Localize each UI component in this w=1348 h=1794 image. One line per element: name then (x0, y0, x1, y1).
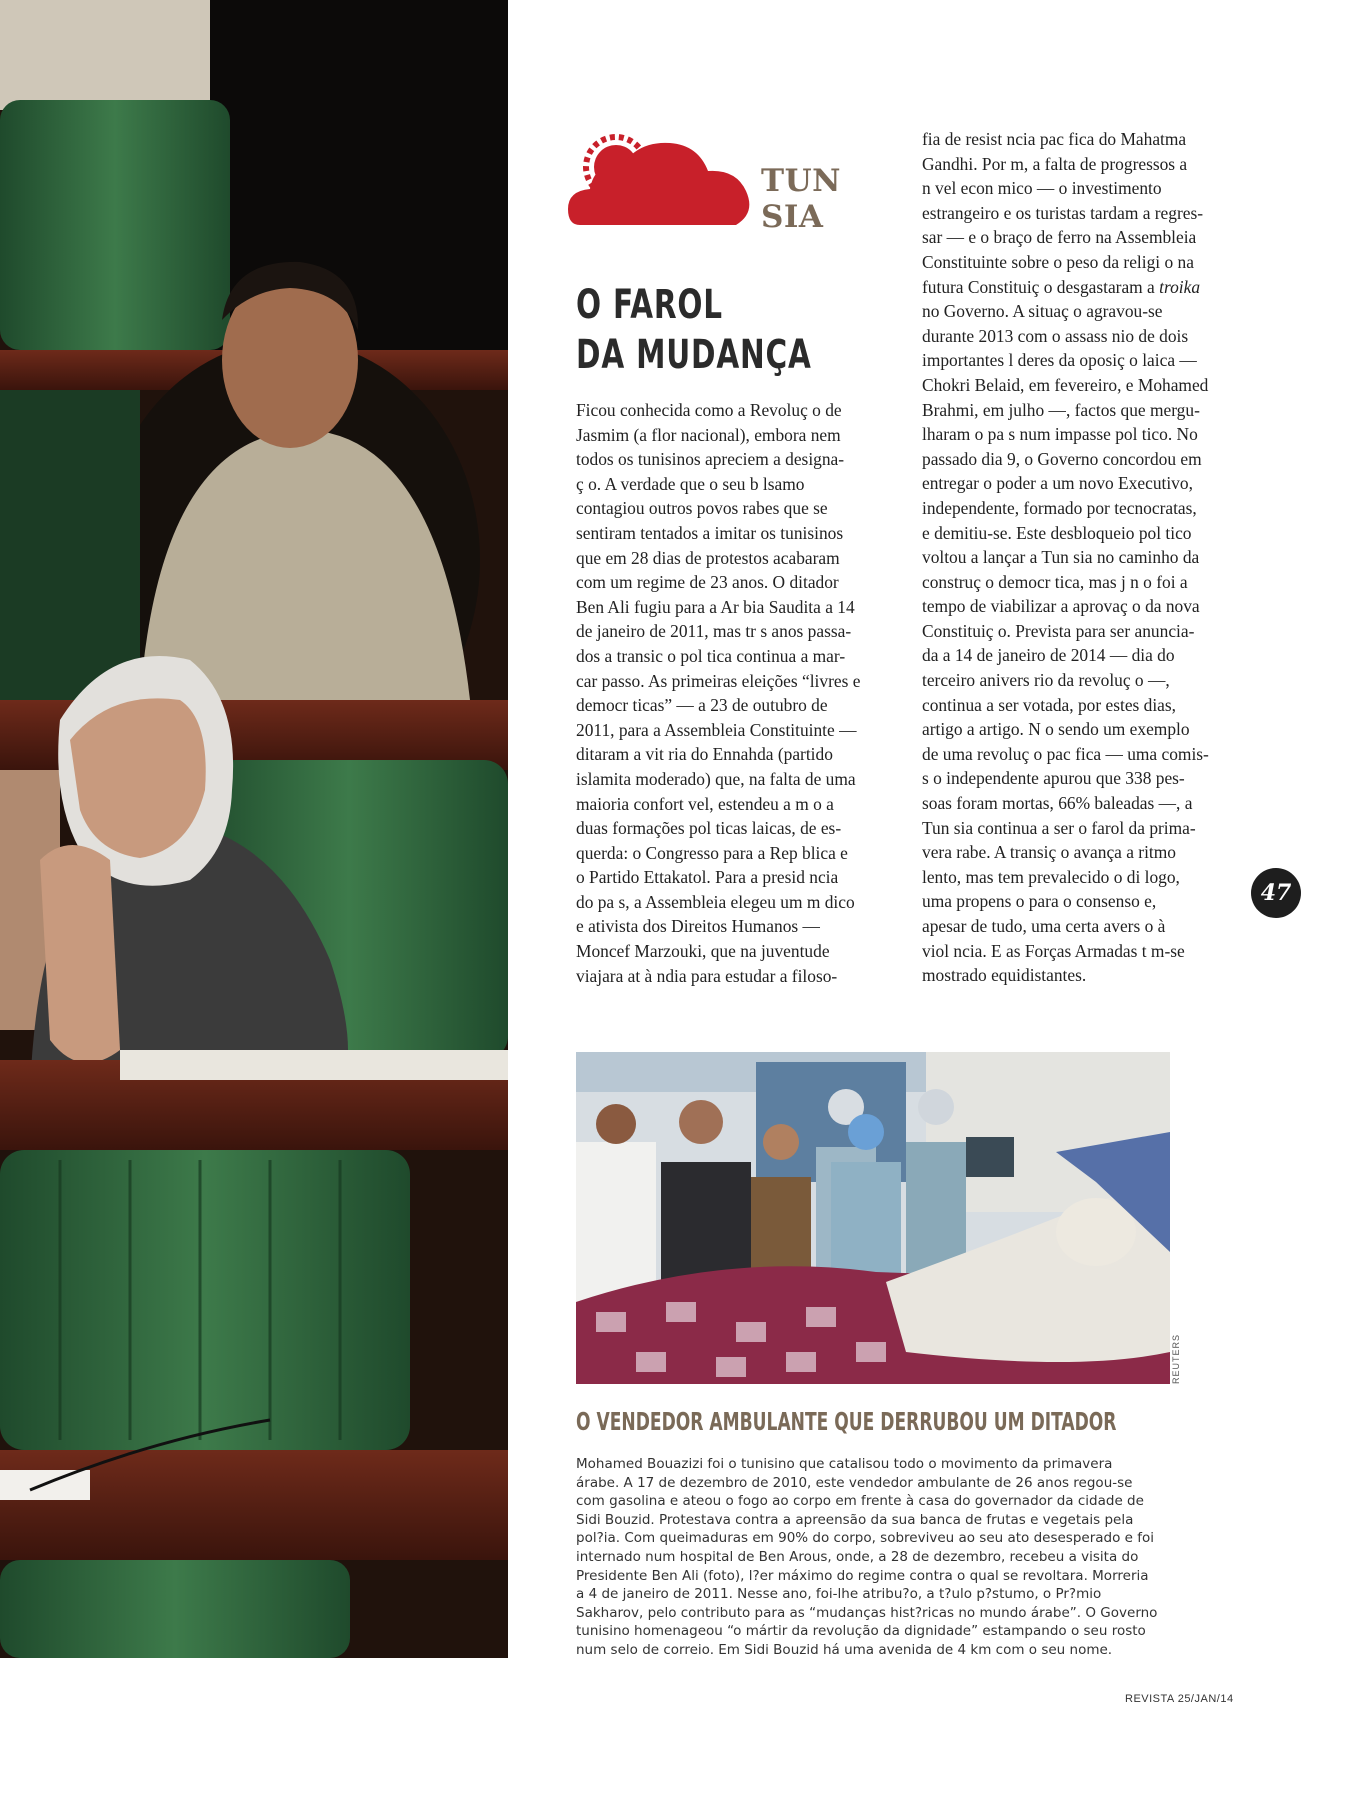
text-line: futura Constituiç o desgastaram a troika (922, 276, 1201, 297)
text-line: maioria confort vel, estendeu a m o a (576, 793, 834, 814)
text-line: voltou a lançar a Tun sia no caminho da (922, 547, 1200, 568)
text-line: Brahmi, em julho —, factos que mergu- (922, 399, 1200, 420)
text-line: s o independente apurou que 338 pes- (922, 768, 1185, 789)
text-line: de uma revoluç o pac fica — uma comis- (922, 743, 1209, 764)
text-line: da a 14 de janeiro de 2014 — dia do (922, 645, 1175, 666)
text-line: lharam o pa s num impasse pol tico. No (922, 424, 1198, 445)
text-line: construç o democr tica, mas j n o foi a (922, 571, 1188, 592)
text-line: independente, formado por tecnocratas, (922, 497, 1197, 518)
headline-line: O FAROL (576, 282, 723, 328)
text-line: árabe. A 17 de dezembro de 2010, este vendedor ambulante de 26 anos regou-se (576, 1474, 1133, 1491)
headline-line: DA MUDANÇA (576, 332, 812, 378)
text-line: viol ncia. E as Forças Armadas t m-se (922, 940, 1185, 961)
text-line: terceiro anivers rio da revoluç o —, (922, 670, 1170, 691)
text-line: Gandhi. Por m, a falta de progressos a (922, 153, 1188, 174)
text-line: e ativista dos Direitos Humanos — (576, 916, 820, 937)
text-line: o Partido Ettakatol. Para a presid ncia (576, 867, 839, 888)
cloud-sun-icon (568, 133, 758, 233)
text-line: com gasolina e ateou o fogo ao corpo em frente à casa do governador da cidade de (576, 1493, 1144, 1510)
text-line: Constituinte sobre o peso da religi o na (922, 251, 1194, 272)
text-line: apesar de tudo, uma certa avers o à (922, 916, 1166, 936)
text-line: artigo a artigo. N o sendo um exemplo (922, 719, 1190, 740)
text-line: no Governo. A situaç o agravou-se (922, 301, 1163, 322)
text-line: Presidente Ben Ali (foto), l?er máximo do regime contra o qual se revoltara. Morreria (576, 1567, 1149, 1584)
text-line: e demitiu-se. Este desbloqueio pol tico (922, 522, 1192, 543)
text-line: soas foram mortas, 66% baleadas —, a (922, 793, 1193, 814)
text-line: Sakharov, pelo contributo para as “mudanças hist?ricas no mundo árabe”. O Governo (576, 1604, 1158, 1621)
country-label: TUN SIA (761, 163, 841, 235)
text-line: car passo. As primeiras eleições “livres e (576, 670, 861, 691)
page-number-badge: 47 (1251, 868, 1301, 918)
text-line: ditaram a vit ria do Ennahda (partido (576, 744, 833, 765)
text-line: lento, mas tem prevalecido o di logo, (922, 866, 1180, 887)
text-line: internado num hospital de Ben Arous, onde, a 28 de dezembro, recebeu a visita do (576, 1548, 1139, 1565)
text-line: Tun sia continua a ser o farol da prima- (922, 817, 1196, 838)
article-column-1 (576, 398, 896, 988)
text-line: num selo de correio. Em Sidi Bouzid há uma avenida de 4 km com o seu nome. (576, 1641, 1113, 1658)
photo-credit: REUTERS (1171, 1333, 1181, 1384)
text-line: querda: o Congresso para a Rep blica e (576, 842, 848, 863)
text-line: de janeiro de 2011, mas tr s anos passa- (576, 621, 852, 642)
text-line: durante 2013 com o assass nio de dois (922, 325, 1189, 346)
box-text (576, 1455, 1176, 1660)
text-line: n vel econ mico — o investimento (922, 178, 1162, 199)
text-line: que em 28 dias de protestos acabaram (576, 547, 840, 568)
text-line: tunisino homenageou “o mártir da revolução da dignidade” estampando o seu rosto (576, 1623, 1146, 1640)
text-line: viajara at à ndia para estudar a filoso- (576, 965, 838, 986)
text-line: Jasmim (a flor nacional), embora nem (576, 424, 841, 445)
italic-word: troika (1159, 276, 1201, 297)
text-line: sar — e o braço de ferro na Assembleia (922, 227, 1197, 248)
text-line: mostrado equidistantes. (922, 965, 1087, 986)
text-line: pol?ia. Com queimaduras em 90% do corpo, sobreviveu ao seu ato desesperado e foi (576, 1530, 1155, 1547)
text-line: Ficou conhecida como a Revoluç o de (576, 400, 842, 420)
text-line: Moncef Marzouki, que na juventude (576, 941, 830, 962)
text-line: Constituiç o. Prevista para ser anuncia- (922, 620, 1195, 641)
text-line: vera rabe. A transiç o avança a ritmo (922, 842, 1176, 863)
text-line: Sidi Bouzid. Protestava contra a apreensão da sua banca de frutas e vegetais pela (576, 1511, 1134, 1528)
text-line: Ben Ali fugiu para a Ar bia Saudita a 14 (576, 596, 855, 617)
text-line: estrangeiro e os turistas tardam a regres- (922, 202, 1204, 223)
hospital-visit-photo (576, 1052, 1170, 1384)
text-line: fia de resist ncia pac fica do Mahatma (922, 129, 1187, 149)
box-title: O VENDEDOR AMBULANTE QUE DERRUBOU UM DITADOR (576, 1407, 1117, 1436)
text-line: importantes l deres da oposiç o laica — (922, 350, 1197, 371)
text-line: a 4 de janeiro de 2011. Nesse ano, foi-lhe atribu?o, a t?ulo p?stumo, o Pr?mio (576, 1586, 1102, 1603)
text-line: entregar o poder a um novo Executivo, (922, 473, 1193, 494)
text-line: continua a ser votada, por estes dias, (922, 694, 1177, 715)
text-line: duas formações pol ticas laicas, de es- (576, 818, 842, 839)
text-line: passado dia 9, o Governo concordou em (922, 448, 1202, 469)
text-line: uma propens o para o consenso e, (922, 891, 1157, 912)
text-line: com um regime de 23 anos. O ditador (576, 572, 839, 593)
text-line: ç o. A verdade que o seu b lsamo (576, 473, 805, 494)
text-line: Chokri Belaid, em fevereiro, e Mohamed (922, 374, 1209, 395)
text-line: democr ticas” — a 23 de outubro de (576, 695, 828, 716)
text-line: do pa s, a Assembleia elegeu um m dico (576, 891, 855, 912)
parliament-photo (0, 0, 508, 1658)
text-line: Mohamed Bouazizi foi o tunisino que catalisou todo o movimento da primavera (576, 1456, 1113, 1472)
text-line: sentiram tentados a imitar os tunisinos (576, 522, 844, 543)
text-line: dos a transic o pol tica continua a mar- (576, 645, 846, 666)
text-line: contagiou outros povos rabes que se (576, 498, 828, 519)
page-footer: REVISTA 25/JAN/14 (1125, 1693, 1234, 1705)
text-line: todos os tunisinos apreciem a designa- (576, 449, 845, 470)
article-column-2 (922, 127, 1242, 988)
text-line: tempo de viabilizar a aprovaç o da nova (922, 596, 1200, 617)
article-headline (576, 280, 812, 380)
text-line: islamita moderado) que, na falta de uma (576, 768, 856, 789)
tunisia-logo (568, 133, 898, 233)
text-line: 2011, para a Assembleia Constituinte — (576, 719, 857, 740)
